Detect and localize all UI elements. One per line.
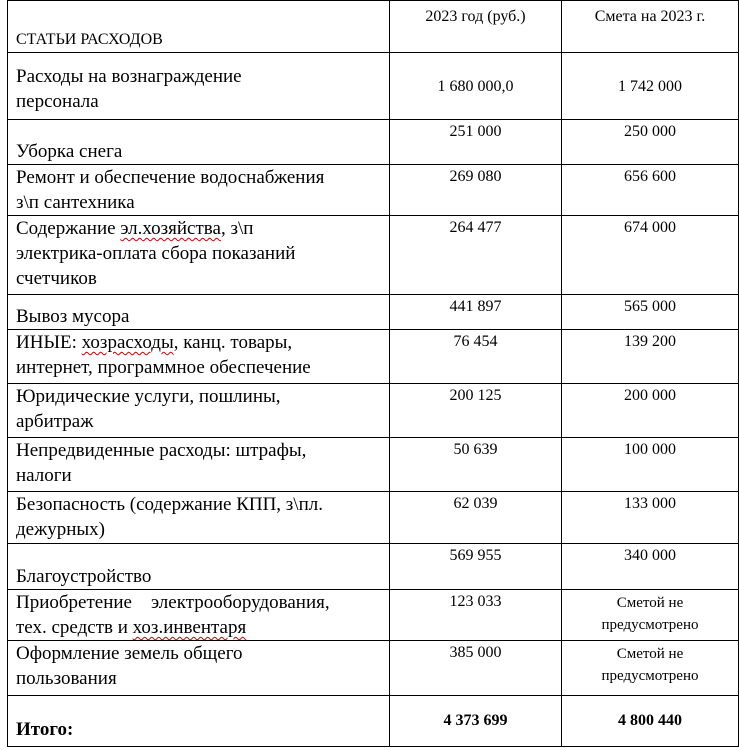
header-budget-2023: Смета на 2023 г. xyxy=(562,1,739,53)
row-actual: 269 080 xyxy=(390,165,562,216)
row-actual: 251 000 xyxy=(390,120,562,165)
row-actual: 264 477 xyxy=(390,216,562,295)
row-budget: 139 200 xyxy=(562,330,739,384)
row-actual: 76 454 xyxy=(390,330,562,384)
row-budget: 100 000 xyxy=(562,438,739,492)
total-row xyxy=(8,696,739,747)
table-row xyxy=(8,438,739,492)
row-budget: 250 000 xyxy=(562,120,739,165)
row-actual: 200 125 xyxy=(390,384,562,438)
row-budget: 200 000 xyxy=(562,384,739,438)
table-row xyxy=(8,384,739,438)
row-label: Приобретение электрооборудования, тех. средств и хоз.инвентаря xyxy=(8,590,390,641)
header-items: СТАТЬИ РАСХОДОВ xyxy=(8,1,390,53)
total-label: Итого: xyxy=(8,696,390,747)
row-budget: 674 000 xyxy=(562,216,739,295)
row-actual: 123 033 xyxy=(390,590,562,641)
row-budget: Сметой не предусмотрено xyxy=(562,590,739,641)
row-label: Содержание эл.хозяйства, з\п электрика-оплата сбора показаний счетчиков xyxy=(8,216,390,295)
row-label: Вывоз мусора xyxy=(8,295,390,330)
expense-sheet xyxy=(7,0,738,747)
table-row xyxy=(8,53,739,120)
row-actual: 569 955 xyxy=(390,544,562,590)
row-budget: 656 600 xyxy=(562,165,739,216)
row-budget: 133 000 xyxy=(562,492,739,544)
row-label: Благоустройство xyxy=(8,544,390,590)
row-label: Непредвиденные расходы: штрафы, налоги xyxy=(8,438,390,492)
table-row xyxy=(8,295,739,330)
row-label: Уборка снега xyxy=(8,120,390,165)
header-actual-2023: 2023 год (руб.) xyxy=(390,1,562,53)
row-label: Ремонт и обеспечение водоснабжения з\п сантехника xyxy=(8,165,390,216)
row-label: Расходы на вознаграждение персонала xyxy=(8,53,390,120)
total-budget: 4 800 440 xyxy=(562,696,739,747)
row-actual: 441 897 xyxy=(390,295,562,330)
row-label: Безопасность (содержание КПП, з\пл. дежурных) xyxy=(8,492,390,544)
row-label: Юридические услуги, пошлины, арбитраж xyxy=(8,384,390,438)
row-label: ИНЫЕ: хозрасходы, канц. товары, интернет, программное обеспечение xyxy=(8,330,390,384)
table-row xyxy=(8,590,739,641)
row-actual: 1 680 000,0 xyxy=(390,53,562,120)
table-header-row xyxy=(8,1,739,53)
row-actual: 385 000 xyxy=(390,641,562,696)
table-row xyxy=(8,330,739,384)
table-row xyxy=(8,216,739,295)
table-row xyxy=(8,544,739,590)
table-row xyxy=(8,120,739,165)
total-actual: 4 373 699 xyxy=(390,696,562,747)
table-row xyxy=(8,165,739,216)
row-budget: Сметой не предусмотрено xyxy=(562,641,739,696)
row-actual: 50 639 xyxy=(390,438,562,492)
row-actual: 62 039 xyxy=(390,492,562,544)
table-row xyxy=(8,492,739,544)
row-budget: 340 000 xyxy=(562,544,739,590)
expense-table xyxy=(7,0,739,747)
table-row xyxy=(8,641,739,696)
row-budget: 1 742 000 xyxy=(562,53,739,120)
row-label: Оформление земель общего пользования xyxy=(8,641,390,696)
row-budget: 565 000 xyxy=(562,295,739,330)
